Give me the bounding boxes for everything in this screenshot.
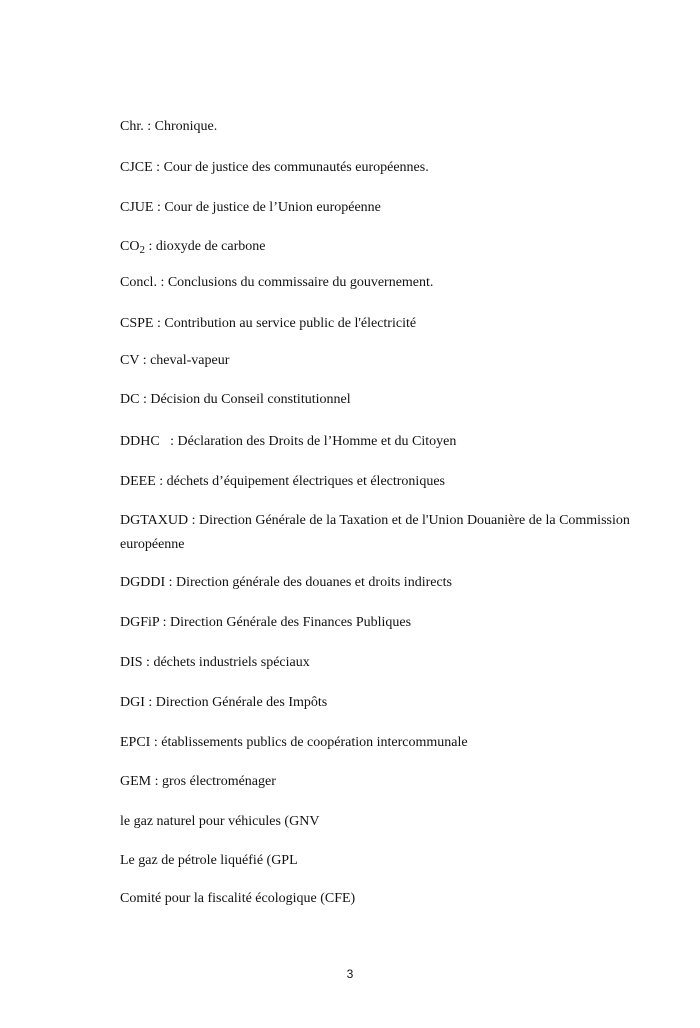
abbreviation-gpl: Le gaz de pétrole liquéfié (GPL bbox=[120, 853, 298, 868]
abbreviation-dgi: DGI : Direction Générale des Impôts bbox=[120, 695, 328, 710]
abbreviation-co2 bbox=[120, 235, 660, 259]
abbreviation-dis: DIS : déchets industriels spéciaux bbox=[120, 655, 310, 670]
abbreviation-gem: GEM : gros électroménager bbox=[120, 774, 276, 789]
abbreviation-cjce: CJCE : Cour de justice des communautés européennes. bbox=[120, 160, 429, 175]
abbreviation-epci: EPCI : établissements publics de coopération intercommunale bbox=[120, 735, 468, 750]
abbreviation-deee: DEEE : déchets d’équipement électriques et électroniques bbox=[120, 474, 445, 489]
abbreviation-cfe: Comité pour la fiscalité écologique (CFE) bbox=[120, 891, 356, 906]
abbreviation-cv: CV : cheval-vapeur bbox=[120, 353, 230, 368]
abbreviation-chr: Chr. : Chronique. bbox=[120, 119, 218, 134]
abbreviation-cjue: CJUE : Cour de justice de l’Union européenne bbox=[120, 200, 381, 215]
co2-subscript: 2 bbox=[139, 244, 145, 256]
abbreviation-ddhc: DDHC : Déclaration des Droits de l’Homme et du Citoyen bbox=[120, 434, 457, 449]
abbreviation-cspe: CSPE : Contribution au service public de l'électricité bbox=[120, 316, 417, 331]
page-number: 3 bbox=[346, 967, 354, 981]
abbreviation-gnv: le gaz naturel pour véhicules (GNV bbox=[120, 814, 320, 829]
abbreviation-dgtaxud: DGTAXUD : Direction Générale de la Taxation et de l'Union Douanière de la Commission européenne bbox=[120, 513, 630, 552]
abbreviation-dgddi: DGDDI : Direction générale des douanes et droits indirects bbox=[120, 575, 453, 590]
co2-definition: : dioxyde de carbone bbox=[144, 239, 266, 254]
abbreviation-dgfip: DGFiP : Direction Générale des Finances Publiques bbox=[120, 615, 412, 630]
abbreviation-concl: Concl. : Conclusions du commissaire du gouvernement. bbox=[120, 275, 434, 290]
co2-prefix: CO bbox=[120, 239, 140, 254]
abbreviation-dc: DC : Décision du Conseil constitutionnel bbox=[120, 392, 351, 407]
